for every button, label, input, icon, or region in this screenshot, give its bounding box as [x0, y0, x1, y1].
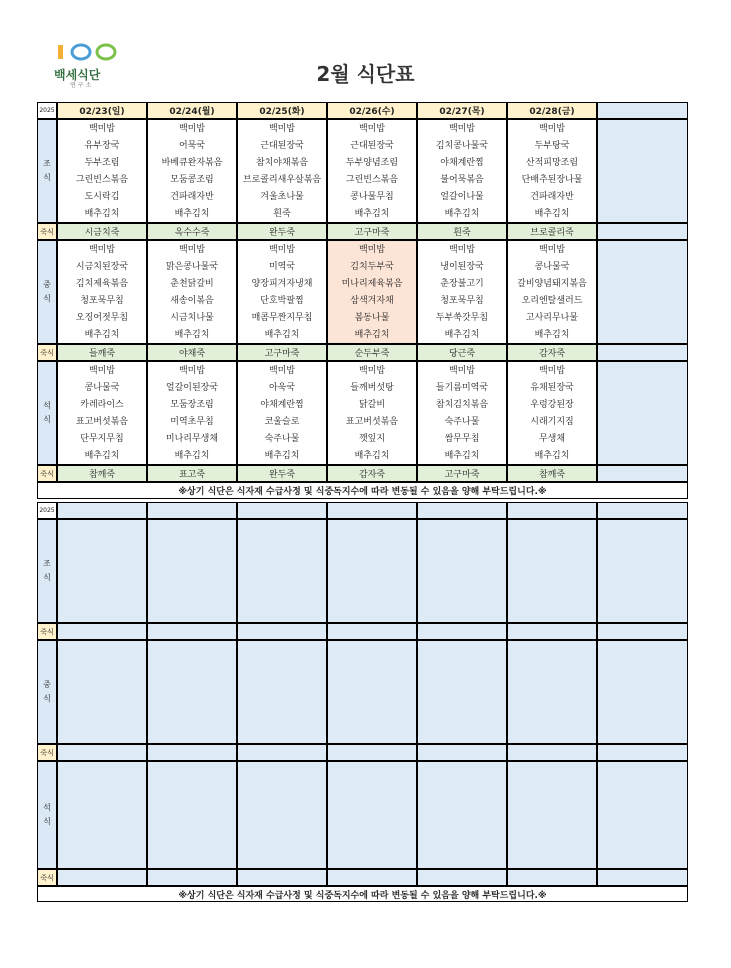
- meal-cell-breakfast: [57, 119, 147, 223]
- menu-item: 배추김치: [534, 209, 570, 219]
- menu-item: 바베큐완자볶음: [161, 158, 223, 168]
- porridge-cell: 당근죽: [417, 344, 507, 361]
- menu-item: 춘천닭갈비: [170, 279, 214, 289]
- meal-cell-dinner: [507, 361, 597, 465]
- menu-item: 배추김치: [84, 209, 120, 219]
- menu-item: 배추김치: [84, 451, 120, 461]
- empty-day-header: [507, 502, 597, 519]
- empty-meal-cell: [147, 519, 237, 623]
- menu-item: 배추김치: [534, 330, 570, 340]
- year-cell-2: 2025: [37, 502, 57, 519]
- menu-item: 아욱국: [268, 383, 296, 393]
- meal-cell-dinner: [237, 361, 327, 465]
- empty-meal-cell: [597, 240, 688, 344]
- empty-meal-cell: [417, 761, 507, 869]
- menu-item: 두부탕국: [534, 141, 570, 151]
- menu-item: 모둠장조림: [170, 400, 214, 410]
- menu-item: 두부조림: [84, 158, 120, 168]
- menu-item: 백미밥: [358, 366, 386, 376]
- menu-item: 미나리무생채: [165, 434, 219, 444]
- menu-item: 그린빈스볶음: [345, 175, 399, 185]
- menu-item: 흰죽: [273, 209, 291, 219]
- empty-porridge-cell: [57, 869, 147, 886]
- meal-cell-lunch: [237, 240, 327, 344]
- porridge-label: 죽식: [37, 223, 57, 240]
- day-header: 02/28(금): [507, 102, 597, 119]
- empty-meal-cell: [327, 761, 417, 869]
- menu-item: 김치콩나물국: [435, 141, 489, 151]
- menu-item: 맑은콩나물국: [165, 262, 219, 272]
- empty-meal-cell: [597, 361, 688, 465]
- porridge-cell: 참깨죽: [57, 465, 147, 482]
- menu-item: 숙주나물: [264, 434, 300, 444]
- empty-porridge-cell: [327, 623, 417, 640]
- empty-porridge-cell: [597, 344, 688, 361]
- porridge-label-2: 죽식: [37, 744, 57, 761]
- porridge-cell: 들깨죽: [57, 344, 147, 361]
- empty-day-header: [597, 102, 688, 119]
- empty-day-header: [417, 502, 507, 519]
- menu-item: 김치제육볶음: [75, 279, 129, 289]
- meal-cell-lunch: [417, 240, 507, 344]
- menu-item: 양장피겨자냉채: [251, 279, 313, 289]
- porridge-cell: 순두부죽: [327, 344, 417, 361]
- empty-meal-cell: [507, 761, 597, 869]
- day-header: 02/24(월): [147, 102, 237, 119]
- porridge-cell: 시금치죽: [57, 223, 147, 240]
- empty-day-header: [237, 502, 327, 519]
- porridge-cell: 고구마죽: [417, 465, 507, 482]
- menu-item: 콩나물국: [534, 262, 570, 272]
- meal-label-lunch-2: 중 식: [37, 640, 57, 744]
- menu-item: 시래기지짐: [530, 417, 574, 427]
- menu-item: 얼갈이된장국: [165, 383, 219, 393]
- menu-item: 백미밥: [358, 245, 386, 255]
- empty-porridge-cell: [147, 869, 237, 886]
- menu-item: 시금치나물: [170, 313, 214, 323]
- menu-item: 참치야채볶음: [255, 158, 309, 168]
- porridge-label: 죽식: [37, 344, 57, 361]
- empty-porridge-cell: [507, 623, 597, 640]
- menu-item: 닭갈비: [358, 400, 386, 410]
- menu-item: 표고버섯볶음: [345, 417, 399, 427]
- empty-meal-cell: [597, 519, 688, 623]
- meal-cell-dinner: [57, 361, 147, 465]
- porridge-cell: 완두죽: [237, 223, 327, 240]
- day-header: 02/23(일): [57, 102, 147, 119]
- meal-cell-breakfast: [417, 119, 507, 223]
- porridge-cell: 브로콜리죽: [507, 223, 597, 240]
- logo-name: 백세식단: [54, 68, 101, 82]
- menu-item: 배추김치: [444, 451, 480, 461]
- menu-item: 배추김치: [444, 209, 480, 219]
- menu-item: 두부쑥갓무침: [435, 313, 489, 323]
- menu-item: 고사리무나물: [525, 313, 579, 323]
- menu-item: 모둠콩조림: [170, 175, 214, 185]
- empty-porridge-cell: [327, 869, 417, 886]
- porridge-label-2: 죽식: [37, 623, 57, 640]
- empty-porridge-cell: [237, 623, 327, 640]
- meal-label-dinner: 석 식: [37, 361, 57, 465]
- empty-meal-cell: [147, 640, 237, 744]
- menu-item: 도시락김: [84, 192, 120, 202]
- menu-item: 어묵국: [178, 141, 206, 151]
- menu-item: 깻잎지: [358, 434, 386, 444]
- empty-porridge-cell: [237, 744, 327, 761]
- menu-item: 겨울초나물: [260, 192, 304, 202]
- porridge-cell: 완두죽: [237, 465, 327, 482]
- empty-porridge-cell: [147, 744, 237, 761]
- menu-item: 백미밥: [178, 124, 206, 134]
- meal-cell-breakfast: [147, 119, 237, 223]
- empty-day-header: [597, 502, 688, 519]
- menu-item: 백미밥: [268, 124, 296, 134]
- meal-cell-breakfast: [507, 119, 597, 223]
- meal-cell-dinner: [417, 361, 507, 465]
- menu-item: 청포묵무침: [440, 296, 484, 306]
- meal-cell-lunch: [147, 240, 237, 344]
- menu-item: 콩나물무침: [350, 192, 394, 202]
- menu-item: 유채된장국: [530, 383, 574, 393]
- menu-item: 미역초무침: [170, 417, 214, 427]
- notice-row-2: ※상기 식단은 식자재 수급사정 및 식중독지수에 따라 변동될 수 있음을 양해 부탁드립니다.※: [37, 886, 688, 902]
- empty-porridge-cell: [417, 623, 507, 640]
- year-cell: 2025: [37, 102, 57, 119]
- menu-item: 야채계란찜: [440, 158, 484, 168]
- porridge-cell: 고구마죽: [237, 344, 327, 361]
- porridge-cell: 야채죽: [147, 344, 237, 361]
- empty-porridge-cell: [57, 744, 147, 761]
- empty-porridge-cell: [597, 623, 688, 640]
- empty-porridge-cell: [507, 744, 597, 761]
- menu-item: 오징어젓무침: [75, 313, 129, 323]
- menu-item: 백미밥: [178, 245, 206, 255]
- menu-item: 단호박팔찜: [260, 296, 304, 306]
- menu-item: 쌈무무침: [444, 434, 480, 444]
- menu-item: 근대된장국: [260, 141, 304, 151]
- menu-item: 갈비양념돼지볶음: [517, 279, 587, 289]
- page-title: 2월 식단표: [316, 62, 415, 86]
- menu-item: 참치김치볶음: [435, 400, 489, 410]
- empty-porridge-cell: [597, 744, 688, 761]
- menu-item: 단무지무침: [80, 434, 124, 444]
- empty-porridge-cell: [507, 869, 597, 886]
- menu-item: 백미밥: [358, 124, 386, 134]
- menu-item: 봄동나물: [354, 313, 390, 323]
- menu-item: 불어묵볶음: [440, 175, 484, 185]
- day-header: 02/26(수): [327, 102, 417, 119]
- menu-item: 배추김치: [174, 209, 210, 219]
- porridge-cell: 고구마죽: [327, 223, 417, 240]
- empty-meal-cell: [57, 640, 147, 744]
- menu-item: 청포묵무침: [80, 296, 124, 306]
- menu-item: 코울슬로: [264, 417, 300, 427]
- empty-meal-cell: [507, 640, 597, 744]
- menu-item: 오리엔탈샐러드: [521, 296, 583, 306]
- empty-meal-cell: [417, 640, 507, 744]
- empty-meal-cell: [327, 519, 417, 623]
- menu-item: 우렁강된장: [530, 400, 574, 410]
- empty-meal-cell: [327, 640, 417, 744]
- menu-item: 들깨버섯탕: [350, 383, 394, 393]
- menu-item: 얼갈이나물: [440, 192, 484, 202]
- meal-label-breakfast: 조 식: [37, 119, 57, 223]
- menu-item: 백미밥: [88, 366, 116, 376]
- empty-day-header: [57, 502, 147, 519]
- menu-item: 건파래자반: [170, 192, 214, 202]
- empty-meal-cell: [597, 119, 688, 223]
- menu-item: 배추김치: [534, 451, 570, 461]
- menu-item: 배추김치: [174, 330, 210, 340]
- menu-item: 미역국: [268, 262, 296, 272]
- menu-item: 매콤무짠지무침: [251, 313, 313, 323]
- porridge-cell: 표고죽: [147, 465, 237, 482]
- menu-item: 백미밥: [448, 245, 476, 255]
- notice-row: ※상기 식단은 식자재 수급사정 및 식중독지수에 따라 변동될 수 있음을 양해 부탁드립니다.※: [37, 482, 688, 499]
- menu-item: 배추김치: [264, 330, 300, 340]
- menu-item: 백미밥: [88, 245, 116, 255]
- porridge-cell: 감자죽: [507, 344, 597, 361]
- empty-meal-cell: [507, 519, 597, 623]
- menu-item: 근대된장국: [350, 141, 394, 151]
- empty-porridge-cell: [327, 744, 417, 761]
- porridge-cell: 참깨죽: [507, 465, 597, 482]
- menu-item: 백미밥: [448, 124, 476, 134]
- menu-item: 춘장불고기: [440, 279, 484, 289]
- menu-item: 백미밥: [448, 366, 476, 376]
- menu-item: 배추김치: [354, 330, 390, 340]
- menu-item: 콩나물국: [84, 383, 120, 393]
- porridge-label-2: 죽식: [37, 869, 57, 886]
- empty-porridge-cell: [597, 223, 688, 240]
- menu-item: 브로콜리새우살볶음: [242, 175, 322, 185]
- menu-item: 무생채: [538, 434, 566, 444]
- porridge-cell: 옥수수죽: [147, 223, 237, 240]
- meal-cell-lunch: [327, 240, 417, 344]
- menu-item: 배추김치: [174, 451, 210, 461]
- menu-item: 삼색겨자채: [350, 296, 394, 306]
- empty-meal-cell: [57, 761, 147, 869]
- menu-item: 배추김치: [354, 451, 390, 461]
- meal-cell-lunch: [507, 240, 597, 344]
- empty-meal-cell: [417, 519, 507, 623]
- menu-item: 백미밥: [538, 366, 566, 376]
- meal-cell-dinner: [147, 361, 237, 465]
- meal-cell-breakfast: [237, 119, 327, 223]
- menu-item: 두부양념조림: [345, 158, 399, 168]
- meal-cell-breakfast: [327, 119, 417, 223]
- menu-item: 배추김치: [354, 209, 390, 219]
- porridge-cell: 흰죽: [417, 223, 507, 240]
- empty-day-header: [147, 502, 237, 519]
- menu-item: 백미밥: [88, 124, 116, 134]
- menu-item: 새송이볶음: [170, 296, 214, 306]
- menu-item: 백미밥: [538, 124, 566, 134]
- menu-item: 숙주나물: [444, 417, 480, 427]
- empty-meal-cell: [237, 640, 327, 744]
- menu-item: 카레라이스: [80, 400, 124, 410]
- menu-item: 배추김치: [444, 330, 480, 340]
- empty-meal-cell: [237, 761, 327, 869]
- menu-item: 단배추된장나물: [521, 175, 583, 185]
- empty-porridge-cell: [417, 869, 507, 886]
- menu-item: 건파래자반: [530, 192, 574, 202]
- menu-item: 냉이된장국: [440, 262, 484, 272]
- meal-label-dinner-2: 석 식: [37, 761, 57, 869]
- empty-meal-cell: [597, 640, 688, 744]
- day-header: 02/27(목): [417, 102, 507, 119]
- menu-item: 미나리제육볶음: [341, 279, 403, 289]
- porridge-label: 죽식: [37, 465, 57, 482]
- menu-item: 백미밥: [538, 245, 566, 255]
- logo-sub: 연구소: [70, 82, 94, 89]
- empty-meal-cell: [57, 519, 147, 623]
- empty-day-header: [327, 502, 417, 519]
- menu-item: 산적피망조림: [525, 158, 579, 168]
- empty-porridge-cell: [417, 744, 507, 761]
- menu-item: 백미밥: [268, 245, 296, 255]
- empty-porridge-cell: [597, 465, 688, 482]
- meal-cell-lunch: [57, 240, 147, 344]
- empty-porridge-cell: [237, 869, 327, 886]
- menu-item: 야채계란찜: [260, 400, 304, 410]
- empty-porridge-cell: [57, 623, 147, 640]
- menu-item: 배추김치: [264, 451, 300, 461]
- meal-label-lunch: 중 식: [37, 240, 57, 344]
- menu-item: 그린빈스볶음: [75, 175, 129, 185]
- menu-item: 백미밥: [268, 366, 296, 376]
- menu-item: 표고버섯볶음: [75, 417, 129, 427]
- empty-porridge-cell: [597, 869, 688, 886]
- menu-item: 배추김치: [84, 330, 120, 340]
- menu-item: 유부장국: [84, 141, 120, 151]
- meal-cell-dinner: [327, 361, 417, 465]
- meal-label-breakfast-2: 조 식: [37, 519, 57, 623]
- empty-meal-cell: [237, 519, 327, 623]
- day-header: 02/25(화): [237, 102, 327, 119]
- empty-meal-cell: [147, 761, 237, 869]
- empty-porridge-cell: [147, 623, 237, 640]
- menu-item: 김치두부국: [350, 262, 394, 272]
- menu-item: 백미밥: [178, 366, 206, 376]
- menu-item: 들기름미역국: [435, 383, 489, 393]
- porridge-cell: 감자죽: [327, 465, 417, 482]
- menu-item: 시금치된장국: [75, 262, 129, 272]
- empty-meal-cell: [597, 761, 688, 869]
